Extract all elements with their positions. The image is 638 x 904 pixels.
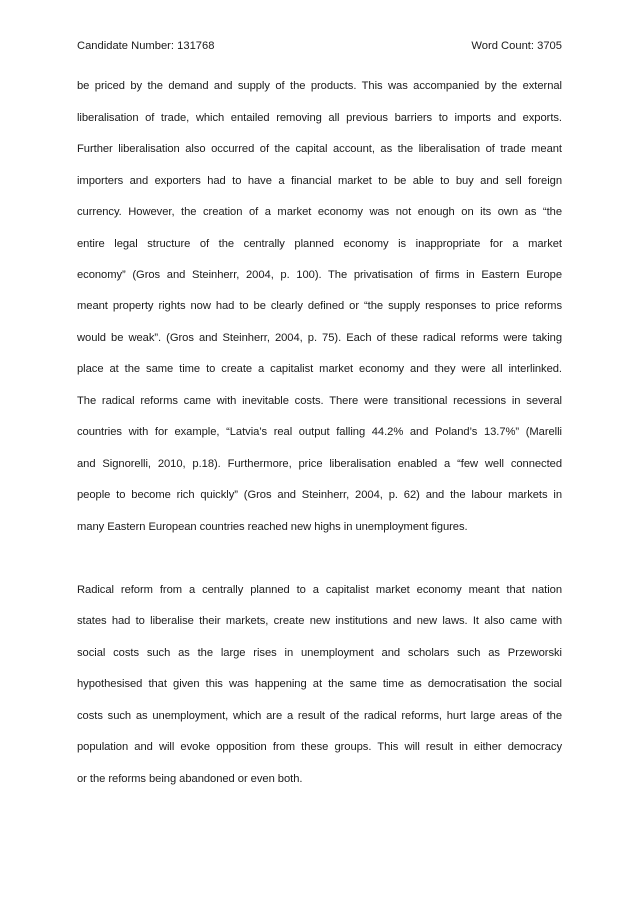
- text-line: entire legal structure of the centrally planned economy is inappropriate for a market: [77, 238, 562, 250]
- text-line: social costs such as the large rises in unemployment and scholars such as Przeworski: [77, 647, 562, 659]
- text-line: economy” (Gros and Steinherr, 2004, p. 100). The privatisation of firms in Eastern Europe: [77, 269, 562, 281]
- text-line: place at the same time to create a capitalist market economy and they were all interlinked.: [77, 363, 562, 375]
- text-line: population and will evoke opposition from these groups. This will result in either democracy: [77, 741, 562, 753]
- text-line: hypothesised that given this was happening at the same time as democratisation the social: [77, 678, 562, 690]
- text-line: many Eastern European countries reached new highs in unemployment figures.: [77, 521, 468, 533]
- word-count: Word Count: 3705: [471, 40, 562, 52]
- text-line: or the reforms being abandoned or even both.: [77, 773, 303, 785]
- text-line: countries with for example, “Latvia’s real output falling 44.2% and Poland’s 13.7%” (Marelli: [77, 426, 562, 438]
- text-line: The radical reforms came with inevitable costs. There were transitional recessions in several: [77, 395, 562, 407]
- candidate-number: Candidate Number: 131768: [77, 40, 215, 52]
- text-line: importers and exporters had to have a financial market to be able to buy and sell foreign: [77, 175, 562, 187]
- text-line: states had to liberalise their markets, create new institutions and new laws. It also came with: [77, 615, 562, 627]
- text-line: and Signorelli, 2010, p.18). Furthermore, price liberalisation enabled a “few well connected: [77, 458, 562, 470]
- text-line: would be weak”. (Gros and Steinherr, 2004, p. 75). Each of these radical reforms were taking: [77, 332, 562, 344]
- text-line: be priced by the demand and supply of the products. This was accompanied by the external: [77, 80, 562, 92]
- text-line: Further liberalisation also occurred of the capital account, as the liberalisation of trade meant: [77, 143, 562, 155]
- text-line: Radical reform from a centrally planned to a capitalist market economy meant that nation: [77, 584, 562, 596]
- text-line: people to become rich quickly” (Gros and Steinherr, 2004, p. 62) and the labour markets in: [77, 489, 562, 501]
- page-header: [77, 38, 562, 54]
- text-line: liberalisation of trade, which entailed removing all previous barriers to imports and exports.: [77, 112, 562, 124]
- text-line: currency. However, the creation of a market economy was not enough on its own as “the: [77, 206, 562, 218]
- text-line: meant property rights now had to be clearly defined or “the supply responses to price reforms: [77, 300, 562, 312]
- text-line: costs such as unemployment, which are a result of the radical reforms, hurt large areas of the: [77, 710, 562, 722]
